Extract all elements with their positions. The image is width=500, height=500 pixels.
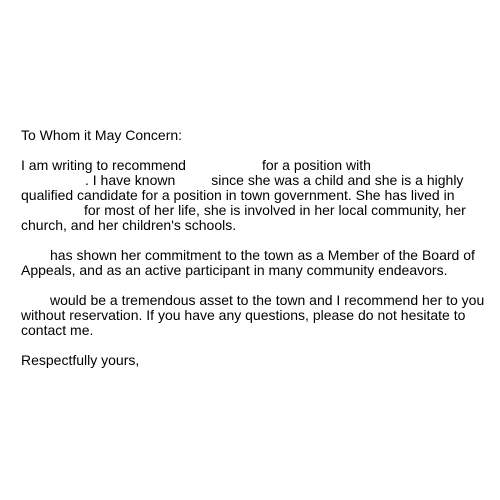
body-paragraph <box>21 158 491 233</box>
text-segment: has shown her commitment to the town as a Member of the Board of <box>50 247 475 263</box>
text-line <box>21 263 491 278</box>
text-segment: would be a tremendous asset to the town and I recommend her to you <box>50 292 485 308</box>
text-line <box>21 248 491 263</box>
text-line <box>21 293 491 308</box>
text-segment: church, and her children's schools. <box>21 217 237 233</box>
text-segment: for a position with <box>261 157 371 173</box>
text-segment: contact me. <box>21 322 94 338</box>
text-segment: Appeals, and as an active participant in many community endeavors. <box>21 262 448 278</box>
text-line <box>21 308 491 323</box>
text-segment: . I have known <box>85 172 176 188</box>
text-line <box>21 158 491 173</box>
text-line <box>21 218 491 233</box>
body-paragraph <box>21 293 491 338</box>
text-segment: without reservation. If you have any questions, please do not hesitate to <box>21 307 466 323</box>
salutation: To Whom it May Concern: <box>21 127 183 143</box>
text-line <box>21 188 491 203</box>
text-line <box>21 203 491 218</box>
text-line <box>21 173 491 188</box>
body-paragraph <box>21 248 491 278</box>
recommendation-letter <box>21 128 491 383</box>
letter-body <box>21 158 491 338</box>
closing: Respectfully yours, <box>21 352 140 368</box>
text-segment: I am writing to recommend <box>21 157 186 173</box>
text-segment: for most of her life, she is involved in her local community, her <box>84 202 466 218</box>
text-segment: since she was a child and she is a highly <box>211 172 464 188</box>
text-line <box>21 323 491 338</box>
text-segment: qualified candidate for a position in town government. She has lived in <box>21 187 455 203</box>
